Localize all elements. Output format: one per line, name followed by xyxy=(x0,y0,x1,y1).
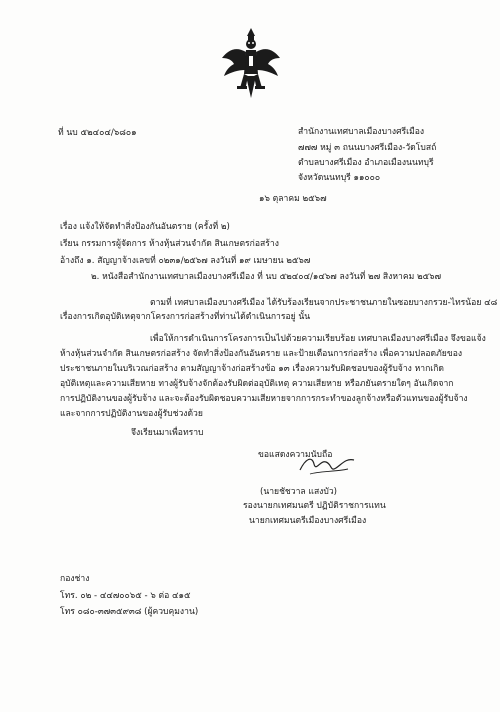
agency-subdistrict: ตำบลบางศรีเมือง อำเภอเมืองนนทบุรี xyxy=(298,158,434,168)
body-paragraph-1-line-1: ตามที่ เทศบาลเมืองบางศรีเมือง ได้รับร้องเรียนจากประชาชนภายในซอยบางกรวย-ไทรน้อย ๔๘ xyxy=(150,298,498,308)
garuda-emblem-icon xyxy=(220,26,282,104)
body-paragraph-2-line-2: ห้างหุ้นส่วนจำกัด สินเกษตรก่อสร้าง จัดทำสิ่งป้องกันอันตราย และป้ายเตือนการก่อสร้าง เพื่อความปลอดภัยของ xyxy=(60,349,463,359)
salutation: ขอแสดงความนับถือ xyxy=(258,450,333,460)
body-paragraph-2-line-5: การปฏิบัติงานของผู้รับจ้าง และจะต้องรับผิดชอบความเสียหายจากการกระทำของลูกจ้างหรือตัวแทนของผู้รับจ้าง xyxy=(60,394,468,404)
body-paragraph-2-line-1: เพื่อให้การดำเนินการโครงการเป็นไปด้วยความเรียบร้อย เทศบาลเมืองบางศรีเมือง จึงขอแจ้ง xyxy=(150,334,486,344)
agency-address: ๗๗๗ หมู่ ๓ ถนนบางศรีเมือง-วัดโบสถ์ xyxy=(298,143,437,153)
signatory-name: (นายชัชวาล แสงบัว) xyxy=(260,487,338,497)
reference-number: ที่ นบ ๕๒๔๐๔/๖๘๐๑ xyxy=(58,128,137,138)
footer-phone: โทร. ๐๒ - ๔๔๗๐๐๖๕ - ๖ ต่อ ๔๑๕ xyxy=(60,591,191,601)
footer-division: กองช่าง xyxy=(60,574,90,584)
agency-name: สำนักงานเทศบาลเมืองบางศรีเมือง xyxy=(298,127,425,137)
signatory-position-1: รองนายกเทศมนตรี ปฏิบัติราชการแทน xyxy=(243,501,386,511)
body-paragraph-1-line-2: เรื่องการเกิดอุบัติเหตุจากโครงการก่อสร้างที่ท่านได้ดำเนินการอยู่ นั้น xyxy=(60,312,311,322)
closing-request: จึงเรียนมาเพื่อทราบ xyxy=(131,428,204,438)
reference-item-2: ๒. หนังสือสำนักงานเทศบาลเมืองบางศรีเมือง ที่ นบ ๕๒๔๐๔/๑๔๖๗ ลงวันที่ ๒๗ สิงหาคม ๒๕๖๗ xyxy=(91,272,442,282)
reference-item-1: อ้างถึง ๑. สัญญาจ้างเลขที่ ๐๒๓๑/๒๕๖๗ ลงวันที่ ๑๙ เมษายน ๒๕๖๗ xyxy=(60,256,311,266)
body-paragraph-2-line-6: และจากการปฏิบัติงานของผู้รับช่วงด้วย xyxy=(60,409,203,419)
agency-province: จังหวัดนนทบุรี ๑๑๐๐๐ xyxy=(298,173,381,183)
document-date: ๑๖ ตุลาคม ๒๕๖๗ xyxy=(259,194,327,204)
subject-line: เรื่อง แจ้งให้จัดทำสิ่งป้องกันอันตราย (ครั้งที่ ๒) xyxy=(60,222,230,232)
signatory-position-2: นายกเทศมนตรีเมืองบางศรีเมือง xyxy=(249,516,367,526)
footer-mobile: โทร ๐๘๐-๓๗๓๕๙๓๘ (ผู้ควบคุมงาน) xyxy=(60,607,199,617)
handwritten-signature xyxy=(296,452,358,478)
body-paragraph-2-line-3: ประชาชนภายในบริเวณก่อสร้าง ตามสัญญาจ้างก่อสร้างข้อ ๑๓ เรื่องความรับผิดชอบของผู้รับจ้าง หากเกิด xyxy=(60,364,445,374)
body-paragraph-2-line-4: อุบัติเหตุและความเสียหาย ทางผู้รับจ้างจักต้องรับผิดต่ออุบัติเหตุ ความเสียหาย หรือภยันตรายใดๆ อันเกิดจาก xyxy=(60,379,454,389)
recipient-line: เรียน กรรมการผู้จัดการ ห้างหุ้นส่วนจำกัด สินเกษตรก่อสร้าง xyxy=(60,239,279,249)
